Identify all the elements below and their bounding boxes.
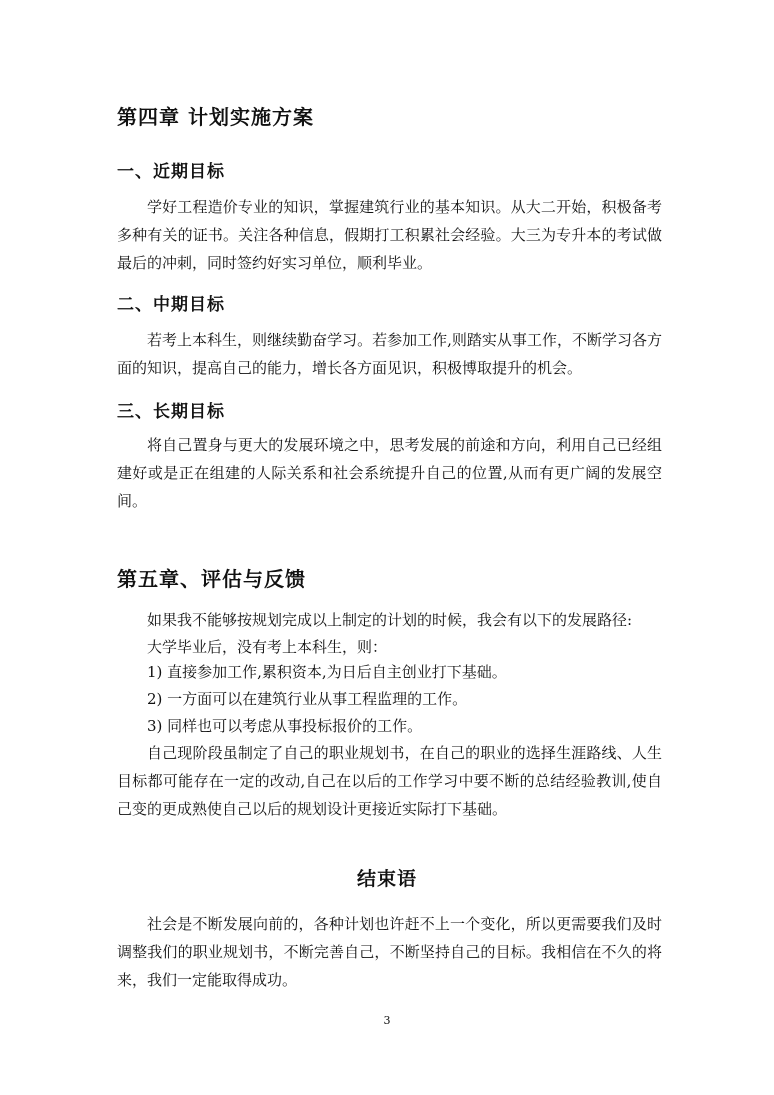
page-number: 3: [383, 1014, 391, 1027]
chapter5-closing: 自己现阶段虽制定了自己的职业规划书，在自己的职业的选择生涯路线、人生目标都可能存在一定的改动,自己在以后的工作学习中要不断的总结经验教训,使自己变的更成熟使自己以后的规划设计更接近实际打下基础。: [117, 744, 662, 818]
chapter4-title: 第四章 计划实施方案: [117, 105, 314, 129]
chapter5-intro-line2: 大学毕业后，没有考上本科生，则：: [147, 638, 388, 656]
list-item: 2) 一方面可以在建筑行业从事工程监理的工作。: [147, 690, 468, 708]
chapter5-intro-line1: 如果我不能够按规划完成以上制定的计划的时候，我会有以下的发展路径:: [147, 611, 633, 629]
section-heading-long-term: 三、长期目标: [117, 402, 225, 422]
section-text-long-term: 将自己置身与更大的发展环境之中，思考发展的前途和方向，利用自己已经组建好或是正在组建的人际关系和社会系统提升自己的位置,从而有更广阔的发展空间。: [117, 436, 662, 510]
conclusion-title: 结束语: [356, 868, 417, 890]
section-text-mid-term: 若考上本科生，则继续勤奋学习。若参加工作,则踏实从事工作，不断学习各方面的知识，提高自己的能力，增长各方面见识，积极博取提升的机会。: [117, 331, 662, 377]
section-text-near-term: 学好工程造价专业的知识，掌握建筑行业的基本知识。从大二开始，积极备考多种有关的证书。关注各种信息，假期打工积累社会经验。大三为专升本的考试做最后的冲刺，同时签约好实习单位，顺利毕业。: [117, 198, 662, 272]
conclusion-text: 社会是不断发展向前的，各种计划也许赶不上一个变化，所以更需要我们及时调整我们的职业规划书，不断完善自己，不断坚持自己的目标。我相信在不久的将来，我们一定能取得成功。: [117, 915, 662, 989]
section-heading-near-term: 一、近期目标: [117, 162, 225, 182]
list-item: 3) 同样也可以考虑从事投标报价的工作。: [147, 717, 423, 735]
section-heading-mid-term: 二、中期目标: [117, 295, 225, 315]
chapter5-title: 第五章、评估与反馈: [117, 567, 306, 591]
list-item: 1) 直接参加工作,累积资本,为日后自主创业打下基础。: [147, 663, 507, 681]
